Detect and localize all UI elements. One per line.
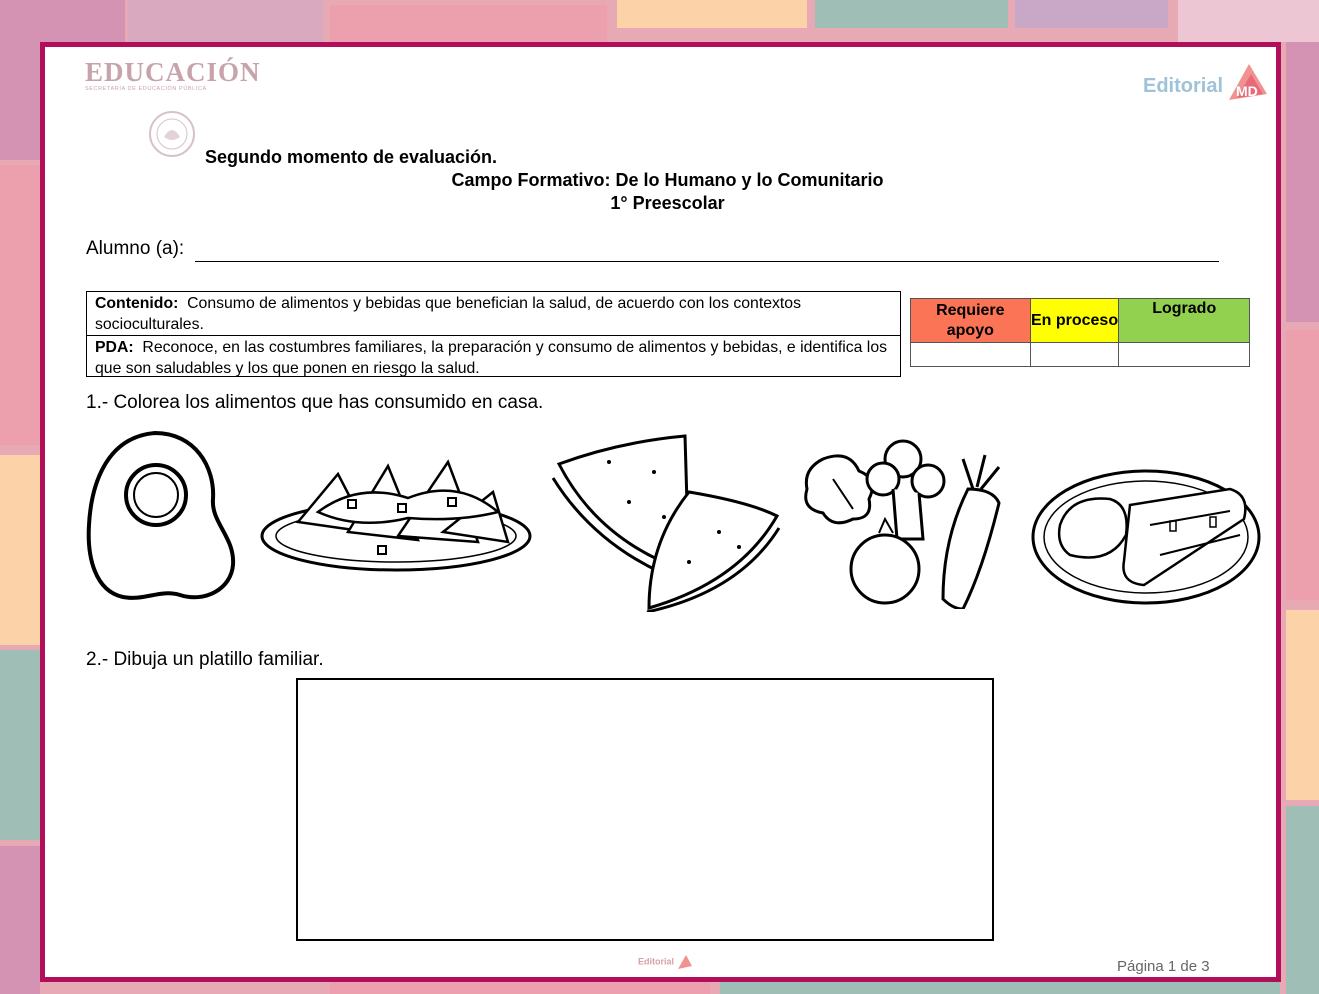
brand-mark: MD	[1236, 83, 1258, 99]
bg-tile	[617, 0, 807, 28]
sep-logo	[85, 57, 285, 157]
student-name-line[interactable]	[195, 239, 1219, 262]
bg-tile	[1015, 0, 1168, 28]
bg-tile	[0, 650, 40, 840]
bg-tile	[330, 982, 710, 994]
info-box	[86, 291, 901, 377]
footer-brand	[638, 954, 693, 970]
brand-word: Editorial	[1143, 75, 1224, 97]
bg-tile	[1286, 330, 1319, 600]
bg-tile	[330, 5, 607, 42]
level-logrado: Logrado	[1119, 299, 1250, 343]
check-cell[interactable]	[1119, 343, 1250, 367]
drawing-box[interactable]	[296, 678, 994, 941]
fried-egg-icon[interactable]	[85, 427, 240, 605]
footer-md-icon	[677, 954, 693, 970]
title-line-2: Campo Formativo: De lo Humano y lo Comunitario	[451, 170, 884, 190]
logo-word: EDUCACIÓN	[85, 57, 261, 87]
evaluation-table	[910, 298, 1250, 367]
worksheet-page	[40, 42, 1281, 982]
title-line-3: 1° Preescolar	[610, 193, 725, 213]
footer-brand-word: Editorial	[638, 956, 675, 967]
vegetables-icon[interactable]	[793, 419, 1023, 609]
bg-tile	[1286, 42, 1319, 322]
bg-tile	[1286, 806, 1319, 994]
enchiladas-icon[interactable]	[1030, 465, 1262, 607]
level-requiere-apoyo: Requiere apoyo	[911, 299, 1031, 343]
bg-tile	[815, 0, 1008, 28]
contenido-row	[87, 292, 900, 335]
bg-tile	[0, 165, 40, 445]
contenido-label: Contenido:	[95, 295, 179, 312]
check-cell[interactable]	[911, 343, 1031, 367]
bg-tile	[1178, 0, 1319, 42]
page-number: Página 1 de 3	[1117, 958, 1210, 975]
chilaquiles-icon[interactable]	[258, 452, 534, 572]
logo-subtitle: SECRETARÍA DE EDUCACIÓN PÚBLICA	[85, 86, 207, 92]
pda-text: Reconoce, en las costumbres familiares, la preparación y consumo de alimentos y bebidas, e identifica los que son saludables y los que ponen en riesgo la salud.	[95, 339, 887, 377]
seal-icon	[147, 109, 197, 159]
check-cell[interactable]	[1030, 343, 1119, 367]
bg-tile	[1286, 610, 1319, 800]
student-label: Alumno (a):	[86, 238, 185, 259]
pda-row	[87, 335, 900, 376]
quesadillas-icon[interactable]	[539, 432, 784, 612]
evaluation-check-row	[911, 343, 1250, 367]
pda-label: PDA:	[95, 339, 134, 356]
bg-tile	[0, 846, 40, 994]
evaluation-header-row	[911, 299, 1250, 343]
title-line-1: Segundo momento de evaluación.	[205, 147, 498, 167]
bg-tile	[128, 0, 323, 42]
editorial-logo	[1143, 65, 1273, 105]
bg-tile	[720, 982, 1280, 994]
question-1: 1.- Colorea los alimentos que has consumido en casa.	[86, 392, 544, 413]
level-en-proceso: En proceso	[1030, 299, 1119, 343]
contenido-text: Consumo de alimentos y bebidas que benefician la salud, de acuerdo con los contextos socioculturales.	[95, 295, 801, 333]
bg-tile	[0, 455, 40, 645]
question-2: 2.- Dibuja un platillo familiar.	[86, 649, 324, 670]
